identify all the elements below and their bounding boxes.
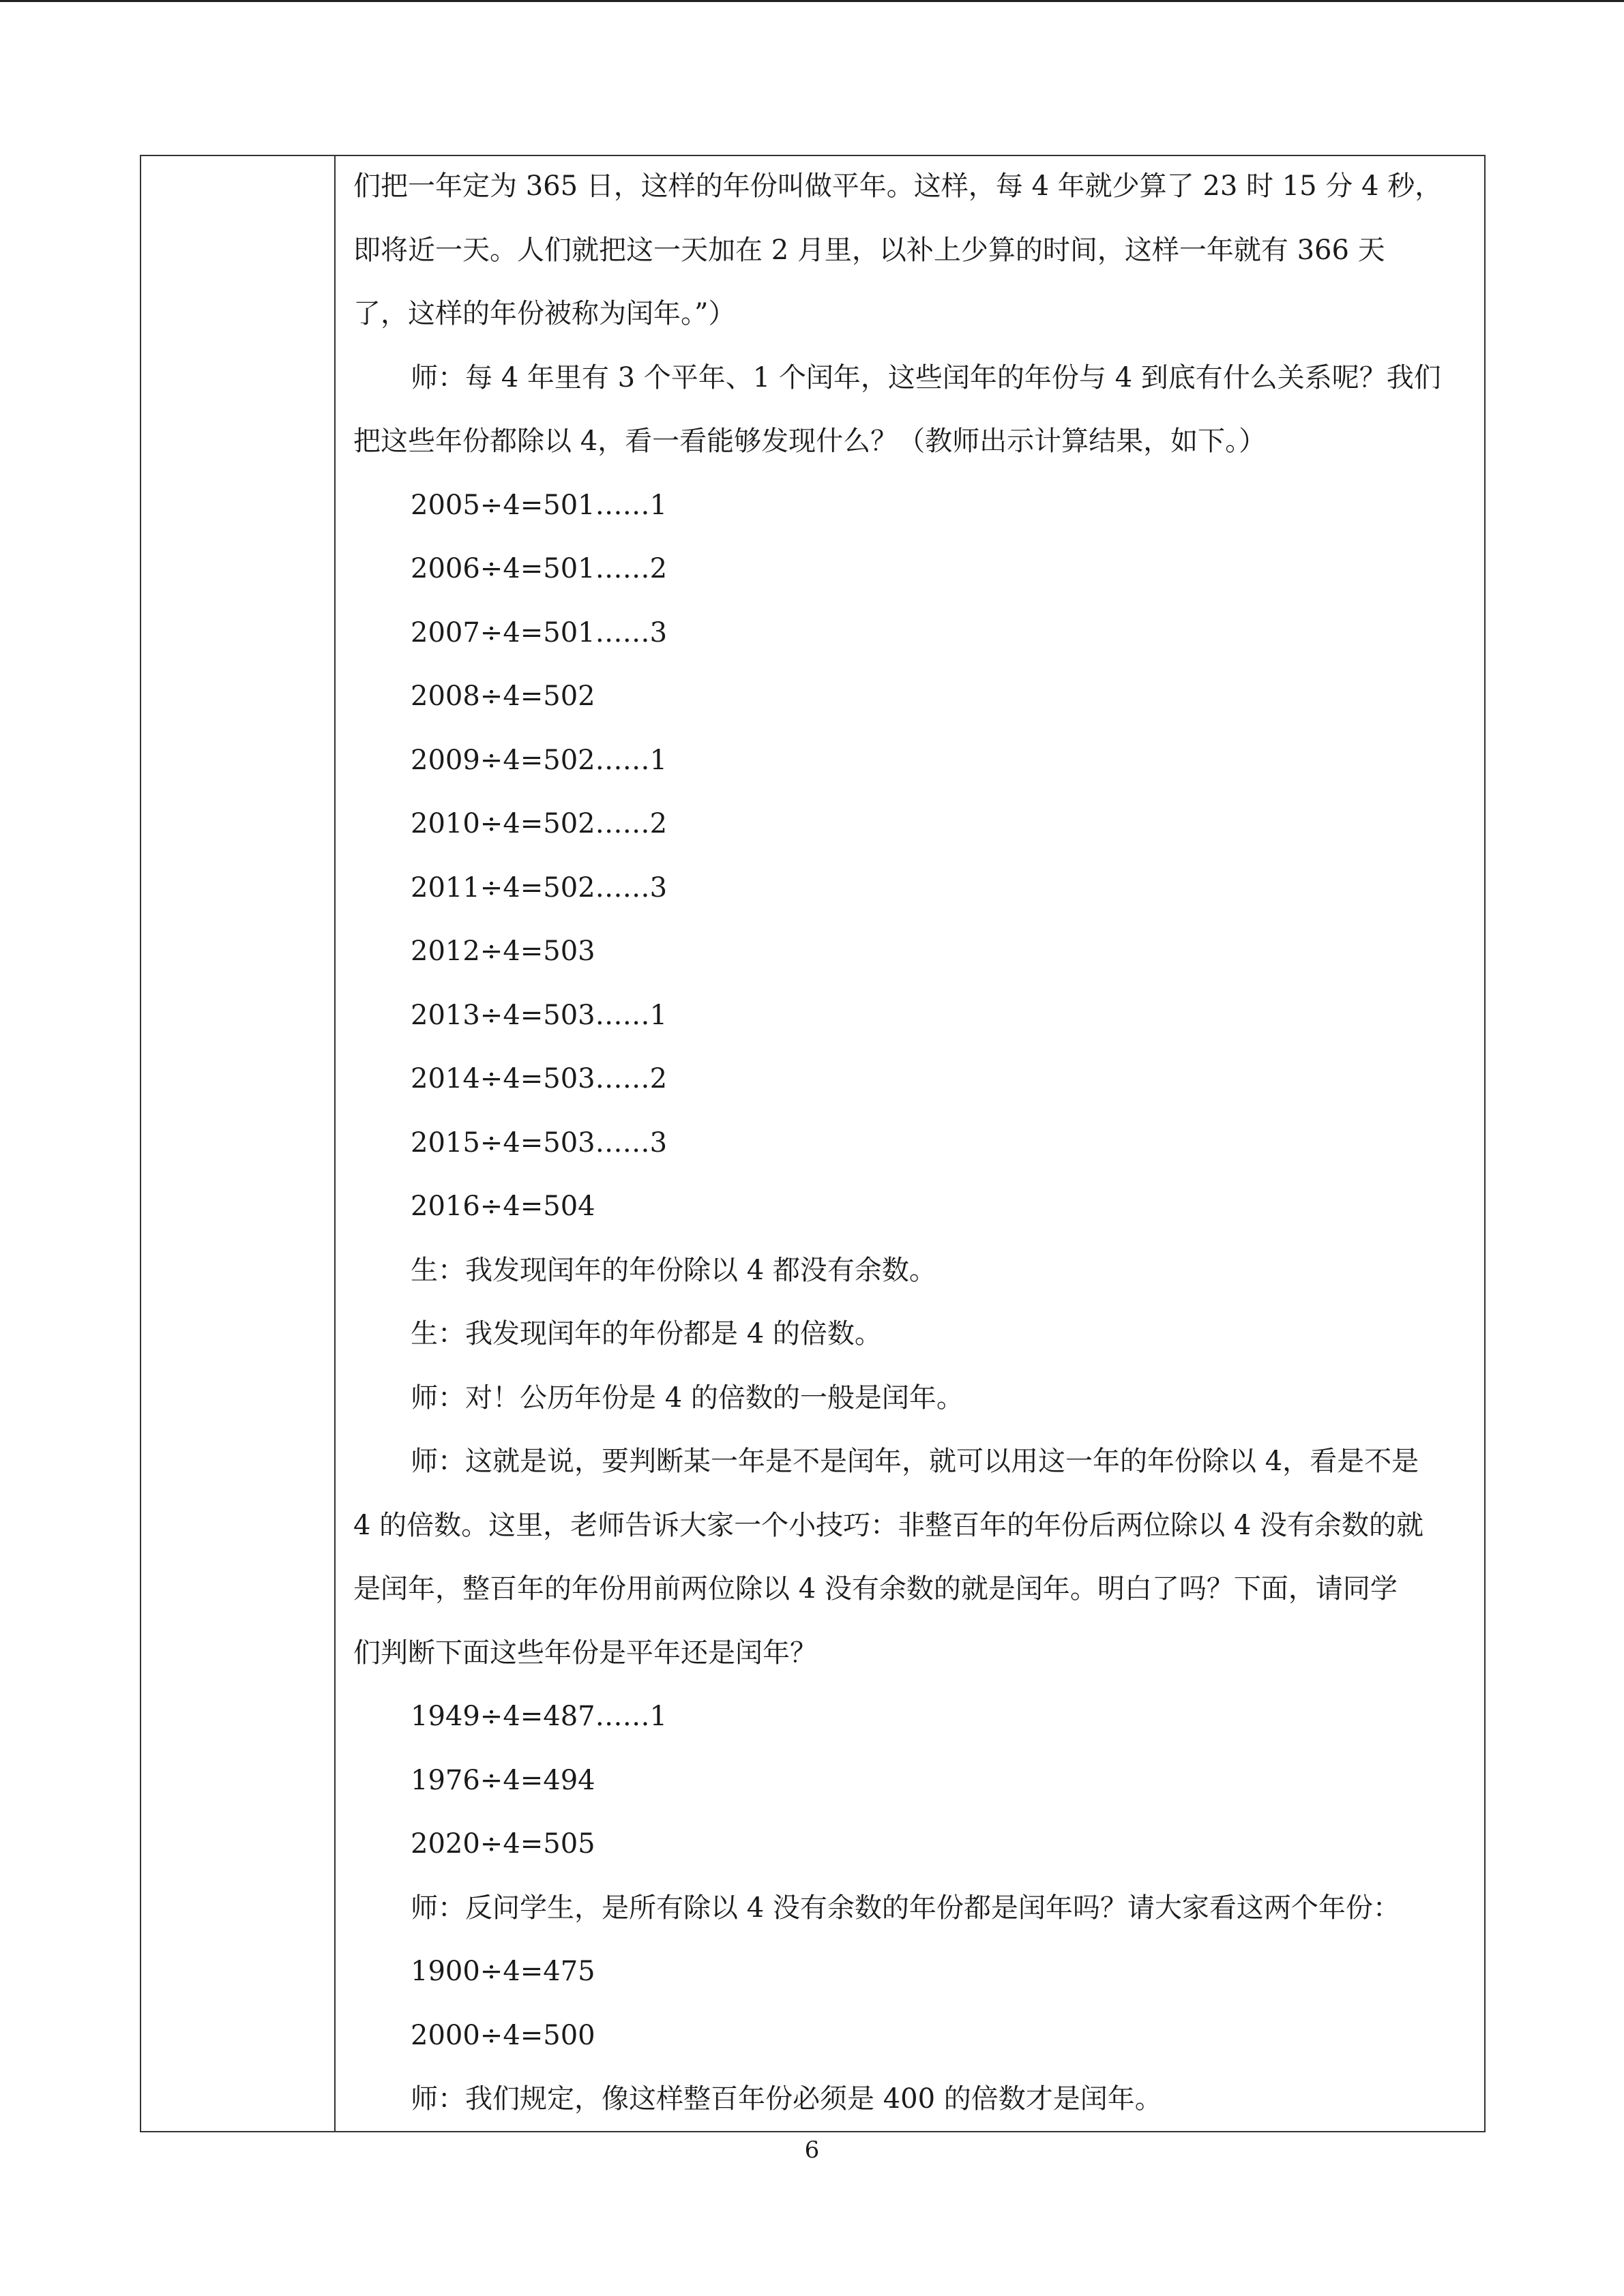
text-line: 们把一年定为 365 日，这样的年份叫做平年。这样，每 4 年就少算了 23 时 15 分 4 秒， [353, 170, 1443, 202]
equation-line: 2007÷4=501……3 [411, 616, 668, 648]
equation-line: 2014÷4=503……2 [411, 1063, 668, 1094]
equation-line: 2015÷4=503……3 [411, 1127, 668, 1159]
equation-line: 2009÷4=502……1 [411, 744, 668, 776]
dialogue-line: 师：这就是说，要判断某一年是不是闰年，就可以用这一年的年份除以 4，看是不是 [411, 1446, 1419, 1477]
equation-line: 2011÷4=502……3 [411, 871, 668, 904]
text-line: 了，这样的年份被称为闰年。”） [353, 298, 736, 329]
equation-line: 2013÷4=503……1 [411, 999, 668, 1031]
text-line: 是闰年，整百年的年份用前两位除以 4 没有余数的就是闰年。明白了吗？下面，请同学 [353, 1573, 1398, 1605]
equation-line: 1976÷4=494 [411, 1764, 595, 1796]
equation-line: 2010÷4=502……2 [411, 808, 668, 839]
dialogue-line: 师：对！公历年份是 4 的倍数的一般是闰年。 [411, 1382, 964, 1414]
text-line: 即将近一天。人们就把这一天加在 2 月里，以补上少算的时间，这样一年就有 366 天 [353, 234, 1385, 266]
lesson-content-cell [353, 155, 1472, 2132]
equation-line: 2020÷4=505 [411, 1828, 595, 1860]
equation-line: 1900÷4=475 [411, 1956, 595, 1987]
equation-line: 2006÷4=501……2 [411, 553, 668, 584]
text-line: 们判断下面这些年份是平年还是闰年？ [353, 1637, 817, 1669]
equation-line: 2016÷4=504 [411, 1191, 595, 1222]
text-line: 4 的倍数。这里，老师告诉大家一个小技巧：非整百年的年份后两位除以 4 没有余数的就 [353, 1509, 1424, 1541]
text-line: 师：每 4 年里有 3 个平年、1 个闰年，这些闰年的年份与 4 到底有什么关系呢？我们 [411, 361, 1441, 393]
equation-line: 2000÷4=500 [411, 2019, 595, 2051]
dialogue-line: 生：我发现闰年的年份除以 4 都没有余数。 [411, 1254, 936, 1286]
page-number: 6 [804, 2136, 820, 2164]
equation-line: 2008÷4=502 [411, 681, 595, 712]
top-border-line [0, 0, 1624, 2]
dialogue-line: 师：反问学生，是所有除以 4 没有余数的年份都是闰年吗？请大家看这两个年份： [411, 1892, 1400, 1924]
dialogue-line: 师：我们规定，像这样整百年份必须是 400 的倍数才是闰年。 [411, 2083, 1162, 2115]
dialogue-line: 生：我发现闰年的年份都是 4 的倍数。 [411, 1318, 882, 1350]
column-divider [334, 155, 336, 2132]
equation-line: 1949÷4=487……1 [411, 1701, 668, 1732]
equation-line: 2005÷4=501……1 [411, 489, 668, 521]
text-line: 把这些年份都除以 4，看一看能够发现什么？（教师出示计算结果，如下。） [353, 426, 1267, 457]
equation-line: 2012÷4=503 [411, 936, 595, 967]
